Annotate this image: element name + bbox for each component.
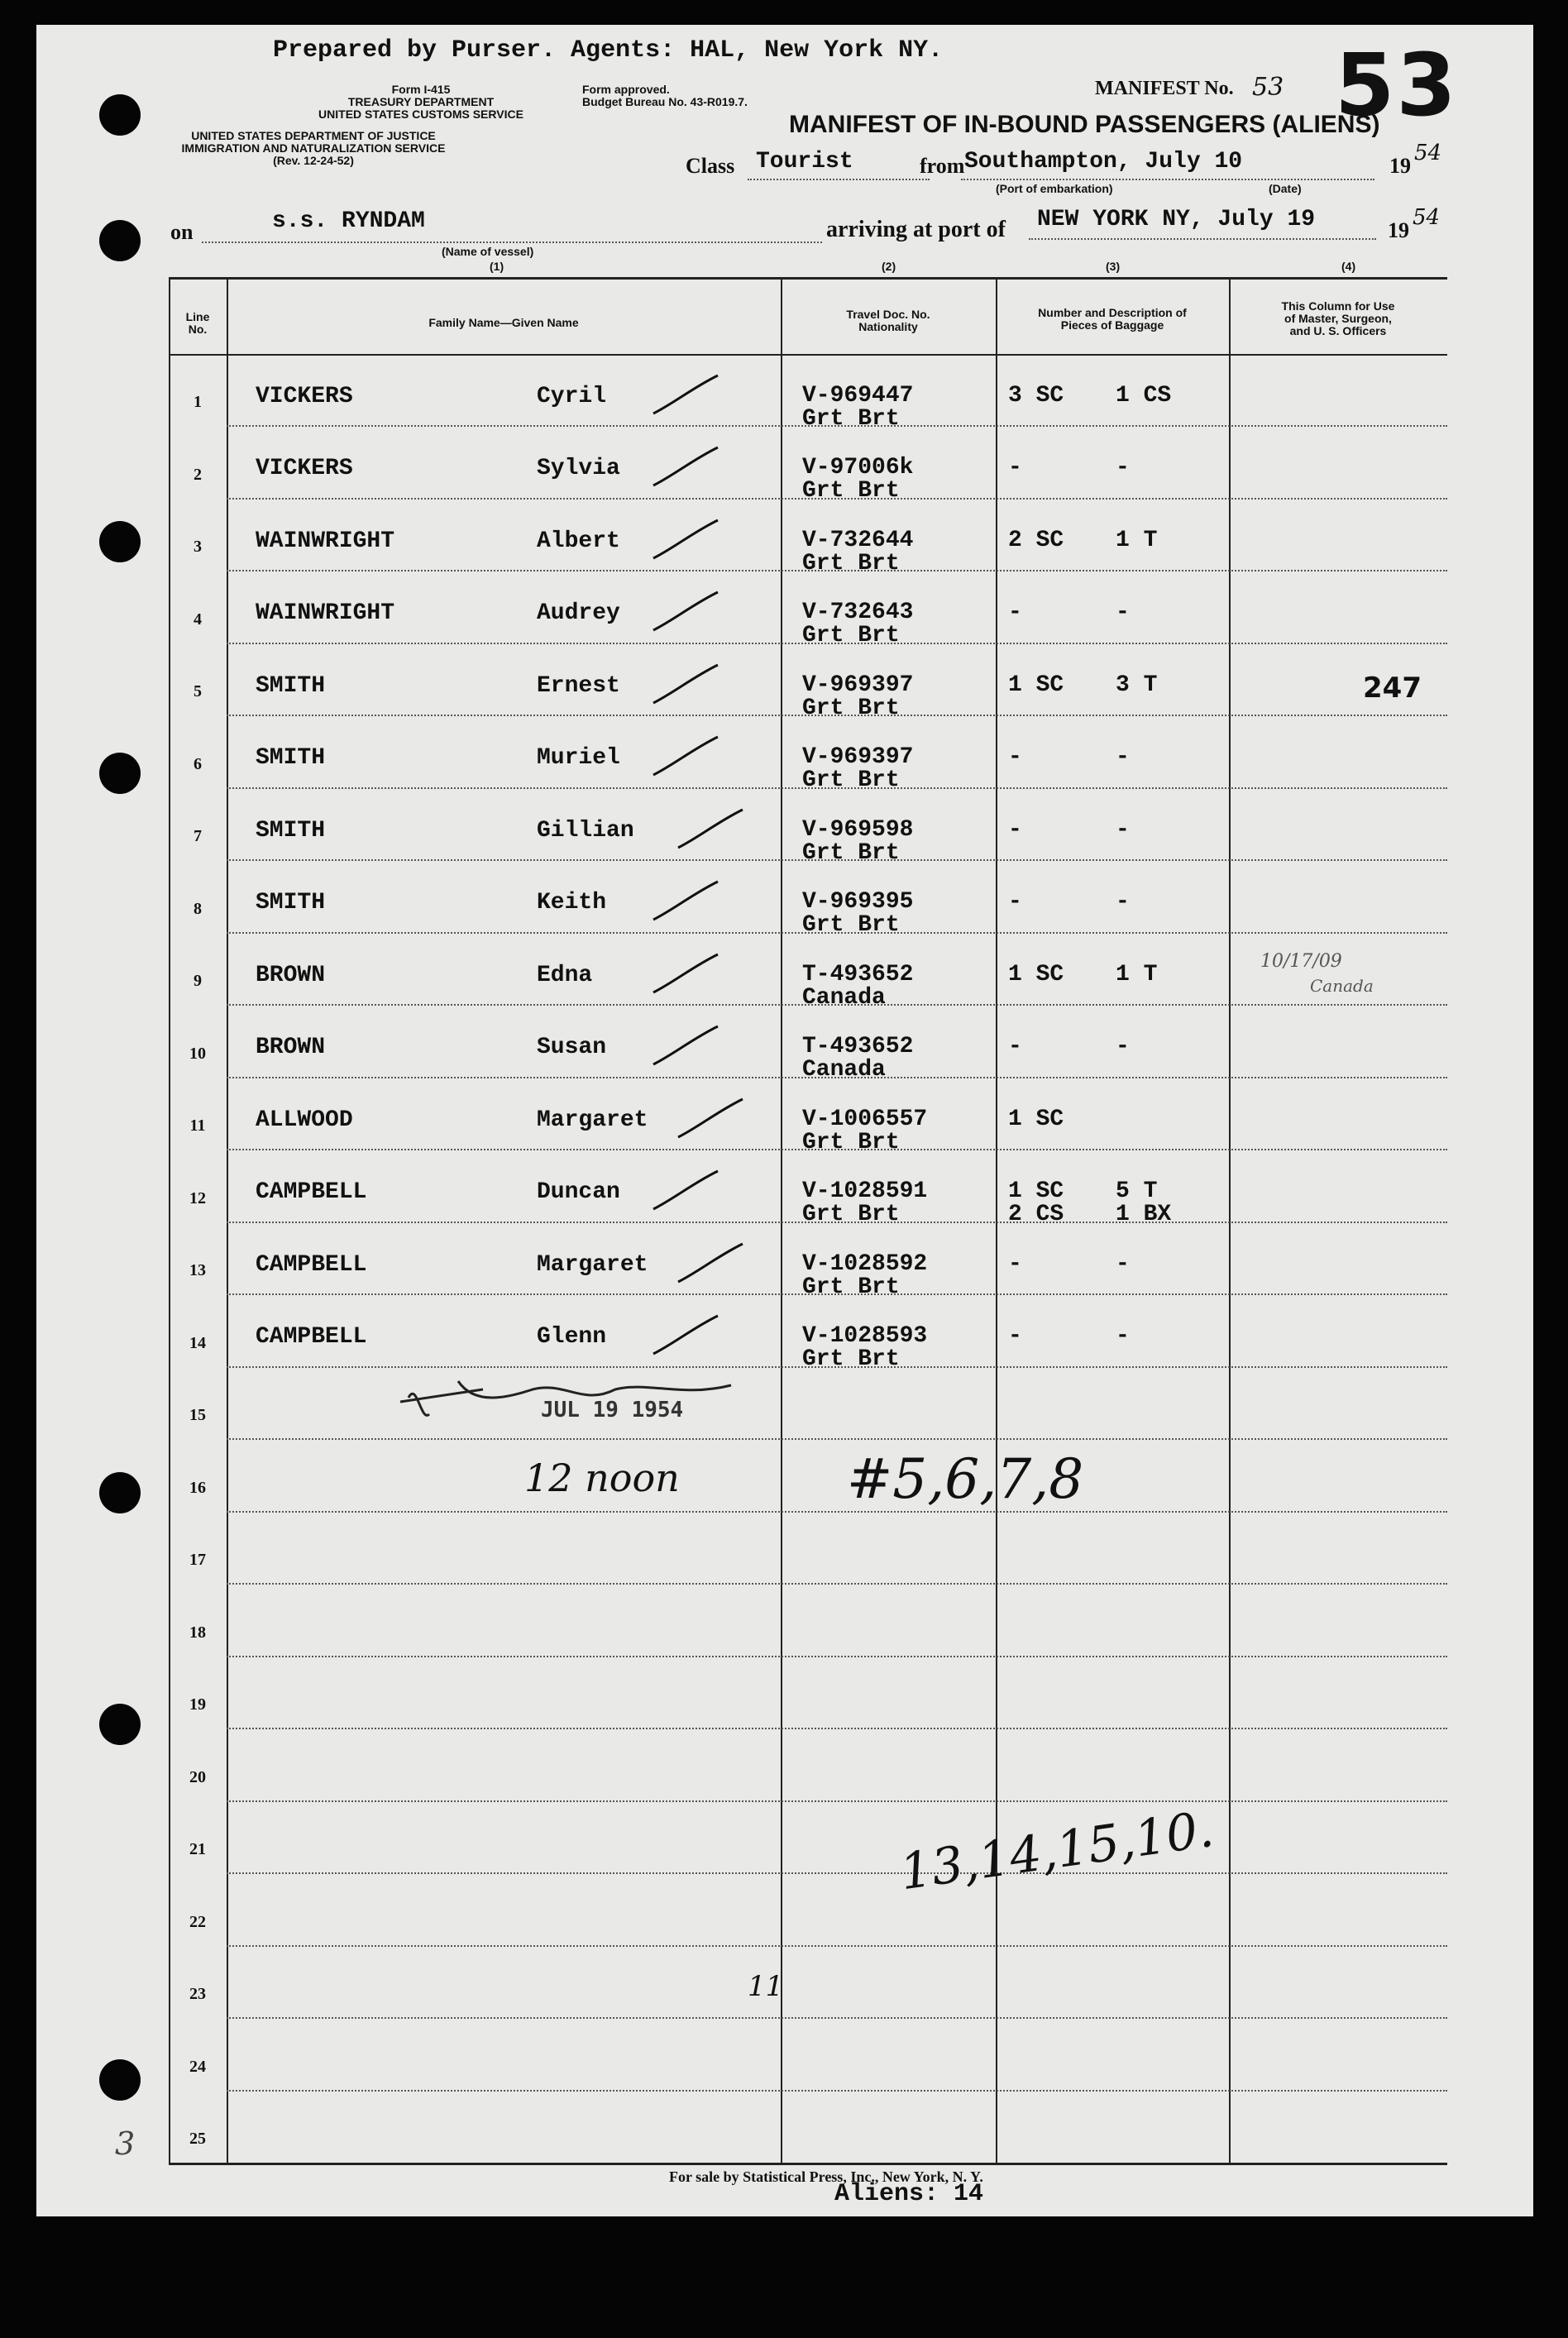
check-mark [648, 660, 723, 710]
line-number: 13 [189, 1261, 206, 1280]
line-number: 14 [189, 1333, 206, 1352]
travel-doc-number: V-1028591 [802, 1179, 928, 1205]
nationality: Canada [802, 1057, 886, 1083]
ins-label: IMMIGRATION AND NATURALIZATION SERVICE [181, 141, 446, 155]
travel-doc-number: V-1028592 [802, 1250, 928, 1277]
budget-bureau: Budget Bureau No. 43-R019.7. [582, 95, 748, 108]
baggage-desc: - [1116, 1250, 1130, 1277]
line-number: 20 [189, 1767, 206, 1786]
nationality: Grt Brt [802, 550, 900, 576]
from-label: from [920, 154, 965, 178]
baggage-desc: 1 SC [1008, 1106, 1064, 1132]
on-label: on [170, 220, 194, 244]
binder-hole [99, 94, 141, 136]
line-number: 23 [189, 1985, 206, 2004]
nationality: Grt Brt [802, 1129, 900, 1155]
baggage-desc: 2 SC [1008, 527, 1064, 553]
year-prefix: 19 [1389, 154, 1411, 178]
travel-doc-number: V-97006k [802, 455, 914, 481]
officer-note-country: Canada [1310, 976, 1374, 996]
given-name: Keith [537, 890, 607, 916]
given-name: Susan [537, 1035, 607, 1061]
nationality: Grt Brt [802, 406, 900, 432]
travel-doc-number: V-732644 [802, 527, 914, 553]
year-suffix-2: 54 [1413, 205, 1441, 230]
check-mark [673, 1239, 748, 1289]
manifest-title: MANIFEST OF IN-BOUND PASSENGERS (ALIENS) [789, 111, 1380, 138]
arrival-port: NEW YORK NY, July 19 [1037, 207, 1316, 232]
year-suffix: 54 [1414, 141, 1442, 165]
manifest-big-number: 53 [1335, 35, 1458, 136]
line-number: 21 [189, 1840, 206, 1859]
baggage-desc: 1 CS [1116, 383, 1172, 409]
publisher-line: For sale by Statistical Press, Inc., New York, N. Y. [669, 2168, 983, 2185]
col-header-doc-1: Travel Doc. No. [846, 308, 930, 321]
col-header-bag-1: Number and Description of [1038, 306, 1187, 319]
class-value: Tourist [756, 149, 853, 175]
baggage-desc: - [1008, 1323, 1022, 1350]
baggage-desc: - [1008, 1250, 1022, 1277]
date-label: (Date) [1269, 182, 1302, 195]
binder-hole [99, 1472, 141, 1513]
arriving-label: arriving at port of [826, 217, 1006, 242]
given-name: Duncan [537, 1179, 620, 1206]
binder-hole [99, 753, 141, 794]
given-name: Ernest [537, 672, 620, 699]
baggage-desc: - [1116, 1323, 1130, 1350]
nationality: Grt Brt [802, 1346, 900, 1373]
baggage-desc: - [1116, 1034, 1130, 1060]
check-mark [648, 1166, 723, 1216]
col-header-name: Family Name—Given Name [428, 316, 579, 329]
nationality: Grt Brt [802, 767, 900, 794]
col-num-3: (3) [1106, 260, 1121, 273]
line-number: 6 [194, 754, 202, 773]
line-number: 7 [194, 827, 202, 846]
travel-doc-number: T-493652 [802, 961, 914, 987]
baggage-desc: - [1008, 744, 1022, 771]
family-name: CAMPBELL [256, 1179, 367, 1206]
baggage-desc: 1 T [1116, 527, 1158, 553]
binder-hole [99, 1704, 141, 1745]
baggage-desc: - [1116, 455, 1130, 481]
line-number: 18 [189, 1623, 206, 1642]
check-mark [648, 371, 723, 420]
line-number: 10 [189, 1044, 206, 1063]
line-number: 5 [194, 682, 202, 701]
col-header-line-1: Line [185, 310, 210, 323]
line-number: 15 [189, 1406, 206, 1425]
corner-mark: 3 [115, 2125, 136, 2162]
line-number: 24 [189, 2057, 206, 2076]
line-number: 4 [194, 610, 202, 629]
line-group-note-2: 13,14,15,10. [896, 1800, 1217, 1902]
line-number: 11 [189, 1116, 206, 1136]
line-number: 1 [194, 393, 202, 412]
travel-doc-number: V-969395 [802, 889, 914, 916]
col-header-officers-1: This Column for Use [1281, 299, 1395, 313]
aliens-total: Aliens: 14 [834, 2180, 984, 2208]
travel-doc-number: T-493652 [802, 1034, 914, 1060]
line-number: 8 [194, 899, 202, 918]
baggage-desc: - [1116, 816, 1130, 843]
line-number: 16 [189, 1478, 206, 1497]
arrival-stamp: JUL 19 1954 [541, 1398, 684, 1422]
col-num-4: (4) [1341, 260, 1356, 273]
form-number: Form I-415 [391, 83, 451, 96]
line-number: 19 [189, 1695, 206, 1714]
family-name: CAMPBELL [256, 1251, 367, 1278]
given-name: Audrey [537, 600, 620, 627]
nationality: Grt Brt [802, 695, 900, 721]
binder-hole [99, 2059, 141, 2101]
given-name: Glenn [537, 1324, 607, 1351]
prepared-by-line: Prepared by Purser. Agents: HAL, New York NY. [273, 36, 944, 65]
given-name: Gillian [537, 817, 634, 844]
from-value: Southampton, July 10 [964, 149, 1243, 175]
nationality: Grt Brt [802, 839, 900, 866]
col-header-officers-2: of Master, Surgeon, [1284, 312, 1392, 325]
vessel-label: (Name of vessel) [442, 245, 534, 258]
baggage-desc: - [1116, 600, 1130, 626]
check-mark [673, 805, 748, 854]
check-mark [673, 1094, 748, 1144]
manifest-number-label: MANIFEST No. [1095, 78, 1234, 99]
tally-mark: 11 [748, 1970, 784, 2003]
baggage-desc: 3 T [1116, 672, 1158, 698]
given-name: Muriel [537, 745, 620, 772]
family-name: SMITH [256, 890, 326, 916]
binder-hole [99, 521, 141, 562]
baggage-desc: 5 T [1116, 1179, 1158, 1205]
given-name: Margaret [537, 1107, 648, 1133]
baggage-desc: - [1008, 1034, 1022, 1060]
col-header-line-2: No. [188, 323, 208, 336]
line-number: 25 [189, 2130, 206, 2148]
family-name: SMITH [256, 745, 326, 772]
travel-doc-number: V-969447 [802, 383, 914, 409]
family-name: SMITH [256, 817, 326, 844]
nationality: Grt Brt [802, 478, 900, 504]
baggage-desc: 2 CS [1008, 1202, 1064, 1228]
given-name: Sylvia [537, 456, 620, 482]
family-name: WAINWRIGHT [256, 600, 395, 627]
check-mark [648, 877, 723, 926]
travel-doc-number: V-732643 [802, 600, 914, 626]
baggage-desc: - [1116, 744, 1130, 771]
travel-doc-number: V-1028593 [802, 1323, 928, 1350]
nationality: Grt Brt [802, 1274, 900, 1300]
check-mark [648, 1311, 723, 1360]
line-group-note: #5,6,7,8 [847, 1447, 1084, 1511]
nationality: Grt Brt [802, 1202, 900, 1228]
line-number: 2 [194, 465, 202, 484]
line-number: 22 [189, 1912, 206, 1931]
line-number: 9 [194, 972, 202, 991]
justice-label: UNITED STATES DEPARTMENT OF JUSTICE [191, 129, 436, 142]
col-header-doc-2: Nationality [858, 320, 918, 333]
port-embarkation-label: (Port of embarkation) [996, 182, 1113, 195]
customs-label: UNITED STATES CUSTOMS SERVICE [318, 108, 523, 121]
year-prefix-2: 19 [1388, 218, 1409, 242]
binder-hole [99, 220, 141, 261]
baggage-desc: - [1008, 600, 1022, 626]
family-name: WAINWRIGHT [256, 528, 395, 554]
class-label: Class [686, 154, 735, 178]
given-name: Margaret [537, 1251, 648, 1278]
family-name: CAMPBELL [256, 1324, 367, 1351]
baggage-desc: - [1008, 816, 1022, 843]
check-mark [648, 515, 723, 565]
check-mark [648, 442, 723, 492]
family-name: VICKERS [256, 384, 353, 409]
check-mark [648, 732, 723, 782]
check-mark [648, 949, 723, 999]
family-name: SMITH [256, 672, 326, 699]
given-name: Albert [537, 528, 620, 554]
baggage-desc: - [1008, 889, 1022, 916]
baggage-desc: 1 SC [1008, 672, 1064, 698]
officer-note-number: 247 [1363, 672, 1422, 705]
baggage-desc: 1 BX [1116, 1202, 1172, 1228]
given-name: Cyril [537, 384, 607, 409]
family-name: BROWN [256, 1035, 326, 1061]
family-name: VICKERS [256, 456, 353, 482]
travel-doc-number: V-1006557 [802, 1106, 928, 1132]
manifest-sheet [36, 25, 1533, 2216]
baggage-desc: 3 SC [1008, 383, 1064, 409]
nationality: Grt Brt [802, 912, 900, 939]
nationality: Grt Brt [802, 623, 900, 649]
vessel-name: s.s. RYNDAM [272, 208, 425, 234]
check-mark [648, 587, 723, 637]
line-number: 17 [189, 1551, 206, 1570]
revision-label: (Rev. 12-24-52) [273, 154, 354, 167]
travel-doc-number: V-969598 [802, 816, 914, 843]
line-number: 12 [189, 1188, 206, 1207]
col-header-officers-3: and U. S. Officers [1289, 324, 1387, 337]
travel-doc-number: V-969397 [802, 672, 914, 698]
given-name: Edna [537, 962, 593, 988]
nationality: Canada [802, 984, 886, 1011]
baggage-desc: 1 T [1116, 961, 1158, 987]
family-name: ALLWOOD [256, 1107, 353, 1133]
family-name: BROWN [256, 962, 326, 988]
baggage-desc: - [1008, 455, 1022, 481]
col-header-bag-2: Pieces of Baggage [1060, 318, 1164, 332]
col-num-1: (1) [490, 260, 504, 273]
form-approved: Form approved. [582, 83, 670, 96]
baggage-desc: - [1116, 889, 1130, 916]
manifest-number-value: 53 [1252, 73, 1284, 102]
baggage-desc: 1 SC [1008, 961, 1064, 987]
check-mark [648, 1021, 723, 1071]
noon-note: 12 noon [524, 1456, 680, 1500]
officer-note-date: 10/17/09 [1260, 951, 1342, 972]
col-num-2: (2) [882, 260, 896, 273]
baggage-desc: 1 SC [1008, 1179, 1064, 1205]
treasury-label: TREASURY DEPARTMENT [347, 95, 495, 108]
line-number: 3 [194, 538, 202, 557]
travel-doc-number: V-969397 [802, 744, 914, 771]
